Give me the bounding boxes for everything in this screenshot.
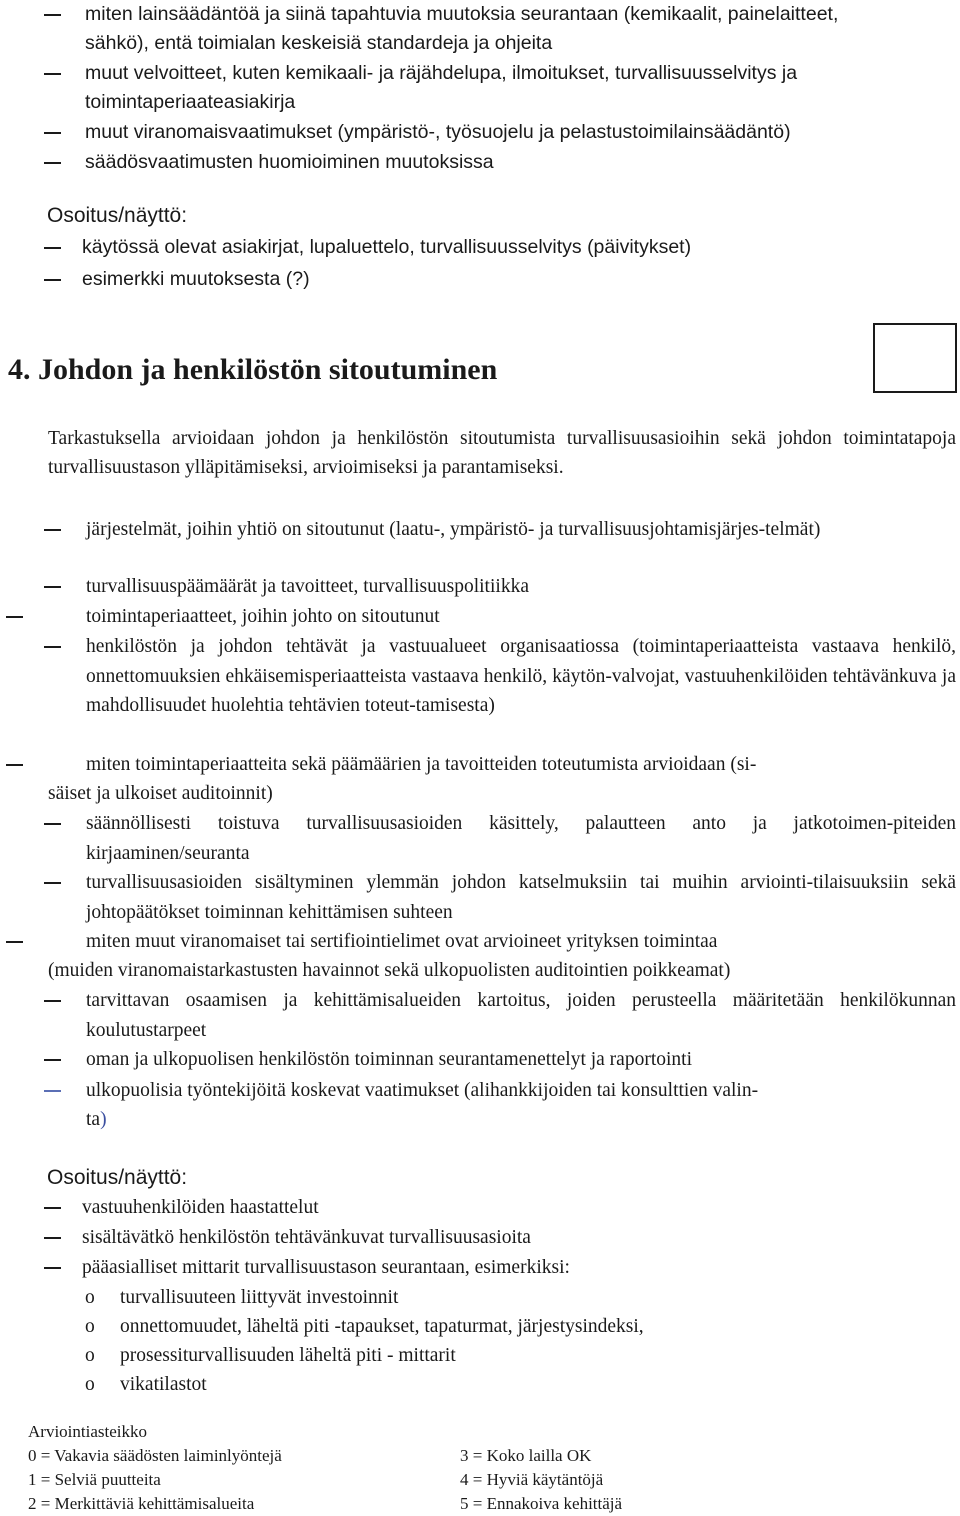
criteria-item-line: säiset ja ulkoiset auditoinnit) xyxy=(48,783,273,804)
rating-scale-entry: 5 = Ennakoiva kehittäjä xyxy=(460,1494,623,1513)
rating-scale-entry: 1 = Selviä puutteita xyxy=(28,1470,161,1489)
evidence-item-text: käytössä olevat asiakirjat, lupaluettelo, turvallisuusselvitys (päivitykset) xyxy=(82,236,692,258)
criteria-item-text: tarvittavan osaamisen ja kehittämisalueiden kartoitus, joiden perusteella määritetään henkilökunnan koulutustarpeet xyxy=(86,990,956,1041)
sub-list-item-text: onnettomuudet, läheltä piti -tapaukset, tapaturmat, järjestysindeksi, xyxy=(120,1316,644,1337)
criteria-item-line: ulkopuolisia työntekijöitä koskevat vaatimukset (alihankkijoiden tai konsulttien valin- xyxy=(86,1080,759,1101)
criteria-item-line: miten toimintaperiaatteita sekä päämäärien ja tavoitteiden toteutumista arvioidaan (si- xyxy=(86,754,757,775)
rating-scale-entry: 4 = Hyviä käytäntöjä xyxy=(460,1470,604,1489)
criteria-item-text: toimintaperiaatteet, joihin johto on sitoutunut xyxy=(86,606,440,627)
criteria-item xyxy=(44,1045,956,1075)
dash-bullet xyxy=(44,1000,61,1002)
sub-list-item-text: prosessiturvallisuuden läheltä piti - mittarit xyxy=(120,1345,456,1366)
dash-bullet xyxy=(6,764,23,766)
criteria-item-text: turvallisuuspäämäärät ja tavoitteet, turvallisuuspolitiikka xyxy=(86,576,529,597)
evidence-item xyxy=(44,1193,956,1223)
list-item xyxy=(44,0,956,60)
dash-bullet xyxy=(44,1059,61,1061)
dash-bullet xyxy=(44,247,61,249)
evidence-label: Osoitus/näyttö: xyxy=(47,1166,188,1189)
circle-bullet-icon: o xyxy=(85,1316,95,1337)
sub-list-item-text: turvallisuuteen liittyvät investoinnit xyxy=(120,1287,399,1308)
dash-bullet xyxy=(44,529,61,531)
criteria-item xyxy=(6,927,956,987)
criteria-item-line: miten muut viranomaiset tai sertifiointielimet ovat arvioineet yrityksen toimintaa xyxy=(86,931,718,952)
criteria-item-line: (muiden viranomaistarkastusten havainnot sekä ulkopuolisten auditointien poikkeamat) xyxy=(48,960,731,981)
circle-bullet-icon: o xyxy=(85,1374,95,1395)
circle-bullet-icon: o xyxy=(85,1287,95,1308)
list-item xyxy=(44,59,956,119)
rating-scale-title: Arviointiasteikko xyxy=(28,1422,147,1441)
dash-bullet xyxy=(44,1237,61,1239)
criteria-item xyxy=(6,602,956,632)
evidence-item xyxy=(44,233,956,263)
dash-bullet xyxy=(6,616,23,618)
criteria-item xyxy=(44,515,956,575)
criteria-item xyxy=(44,809,956,869)
evidence-label: Osoitus/näyttö: xyxy=(47,204,188,227)
circle-bullet-icon: o xyxy=(85,1345,95,1366)
list-item-line: miten lainsäädäntöä ja siinä tapahtuvia muutoksia seurantaan (kemikaalit, painelaitteet, xyxy=(85,3,839,25)
criteria-item-text: säännöllisesti toistuva turvallisuusasioiden käsittely, palautteen anto ja jatkotoimen-piteiden kirjaaminen/seuranta xyxy=(86,813,956,864)
dash-bullet xyxy=(44,882,61,884)
evidence-item xyxy=(44,1223,956,1253)
list-item xyxy=(44,118,956,148)
list-item-line: sähkö), entä toimialan keskeisiä standardeja ja ohjeita xyxy=(85,32,553,54)
dash-bullet xyxy=(44,1207,61,1209)
criteria-item-line-part: ) xyxy=(100,1109,107,1130)
rating-scale-entry: 3 = Koko lailla OK xyxy=(460,1446,592,1465)
criteria-item-line-part: ta xyxy=(86,1109,101,1130)
criteria-item xyxy=(44,986,956,1046)
sub-list-item-text: vikatilastot xyxy=(120,1374,207,1395)
criteria-item xyxy=(6,750,956,810)
evidence-item-text: pääasialliset mittarit turvallisuustason seurantaan, esimerkiksi: xyxy=(82,1257,570,1278)
evidence-item-text: sisältävätkö henkilöstön tehtävänkuvat turvallisuusasioita xyxy=(82,1227,531,1248)
dash-bullet xyxy=(44,132,61,134)
criteria-item-text: turvallisuusasioiden sisältyminen ylemmän johdon katselmuksiin tai muihin arviointi-tilaisuuksiin sekä johtopäätökset toiminnan kehittämisen suhteen xyxy=(86,872,956,923)
list-item xyxy=(44,148,956,178)
list-item-line: säädösvaatimusten huomioiminen muutoksissa xyxy=(85,151,494,173)
dash-bullet xyxy=(44,646,61,648)
dash-bullet xyxy=(6,941,23,943)
section-heading: 4. Johdon ja henkilöstön sitoutuminen xyxy=(8,353,498,386)
dash-bullet xyxy=(44,279,61,281)
list-item-line: toimintaperiaateasiakirja xyxy=(85,91,296,113)
criteria-item xyxy=(44,632,956,750)
criteria-item-line xyxy=(86,1105,107,1135)
criteria-item xyxy=(44,572,956,602)
rating-scale-entry: 2 = Merkittäviä kehittämisalueita xyxy=(28,1494,255,1513)
evidence-item xyxy=(44,1253,956,1283)
dash-bullet xyxy=(44,1267,61,1269)
criteria-item-text: järjestelmät, joihin yhtiö on sitoutunut (laatu-, ympäristö- ja turvallisuusjohtamisjärjes-telmät) xyxy=(86,519,821,540)
evidence-item-text: esimerkki muutoksesta (?) xyxy=(82,268,310,290)
list-item-line: muut viranomaisvaatimukset (ympäristö-, työsuojelu ja pelastustoimilainsäädäntö) xyxy=(85,121,791,143)
criteria-item xyxy=(44,868,956,928)
evidence-item-text: vastuuhenkilöiden haastattelut xyxy=(82,1197,319,1218)
dash-bullet xyxy=(44,586,61,588)
criteria-item-text: oman ja ulkopuolisen henkilöstön toiminnan seurantamenettelyt ja raportointi xyxy=(86,1049,692,1070)
list-item-line: muut velvoitteet, kuten kemikaali- ja räjähdelupa, ilmoitukset, turvallisuusselvitys ja xyxy=(85,62,798,84)
dash-bullet xyxy=(44,14,61,16)
section-intro: Tarkastuksella arvioidaan johdon ja henkilöstön sitoutumista turvallisuusasioihin sekä johdon toimintatapoja turvallisuustason ylläpitämiseksi, arvioimiseksi ja parantamiseksi. xyxy=(48,428,956,478)
rating-scale-entry: 0 = Vakavia säädösten laiminlyöntejä xyxy=(28,1446,282,1465)
dash-bullet xyxy=(44,823,61,825)
dash-bullet xyxy=(44,1090,61,1092)
dash-bullet xyxy=(44,162,61,164)
evidence-item xyxy=(44,265,956,295)
dash-bullet xyxy=(44,73,61,75)
criteria-item xyxy=(44,1076,956,1136)
criteria-item-text: henkilöstön ja johdon tehtävät ja vastuualueet organisaatiossa (toimintaperiaatteista vastaava henkilö, onnettomuuksien ehkäisemisperiaatteista vastaava henkilö, käytön-valvojat, vastuuhenkilöiden tehtävänkuva ja mahdollisuudet huolehtia tehtävien toteut-tamisesta) xyxy=(86,636,956,716)
score-box xyxy=(873,323,957,393)
